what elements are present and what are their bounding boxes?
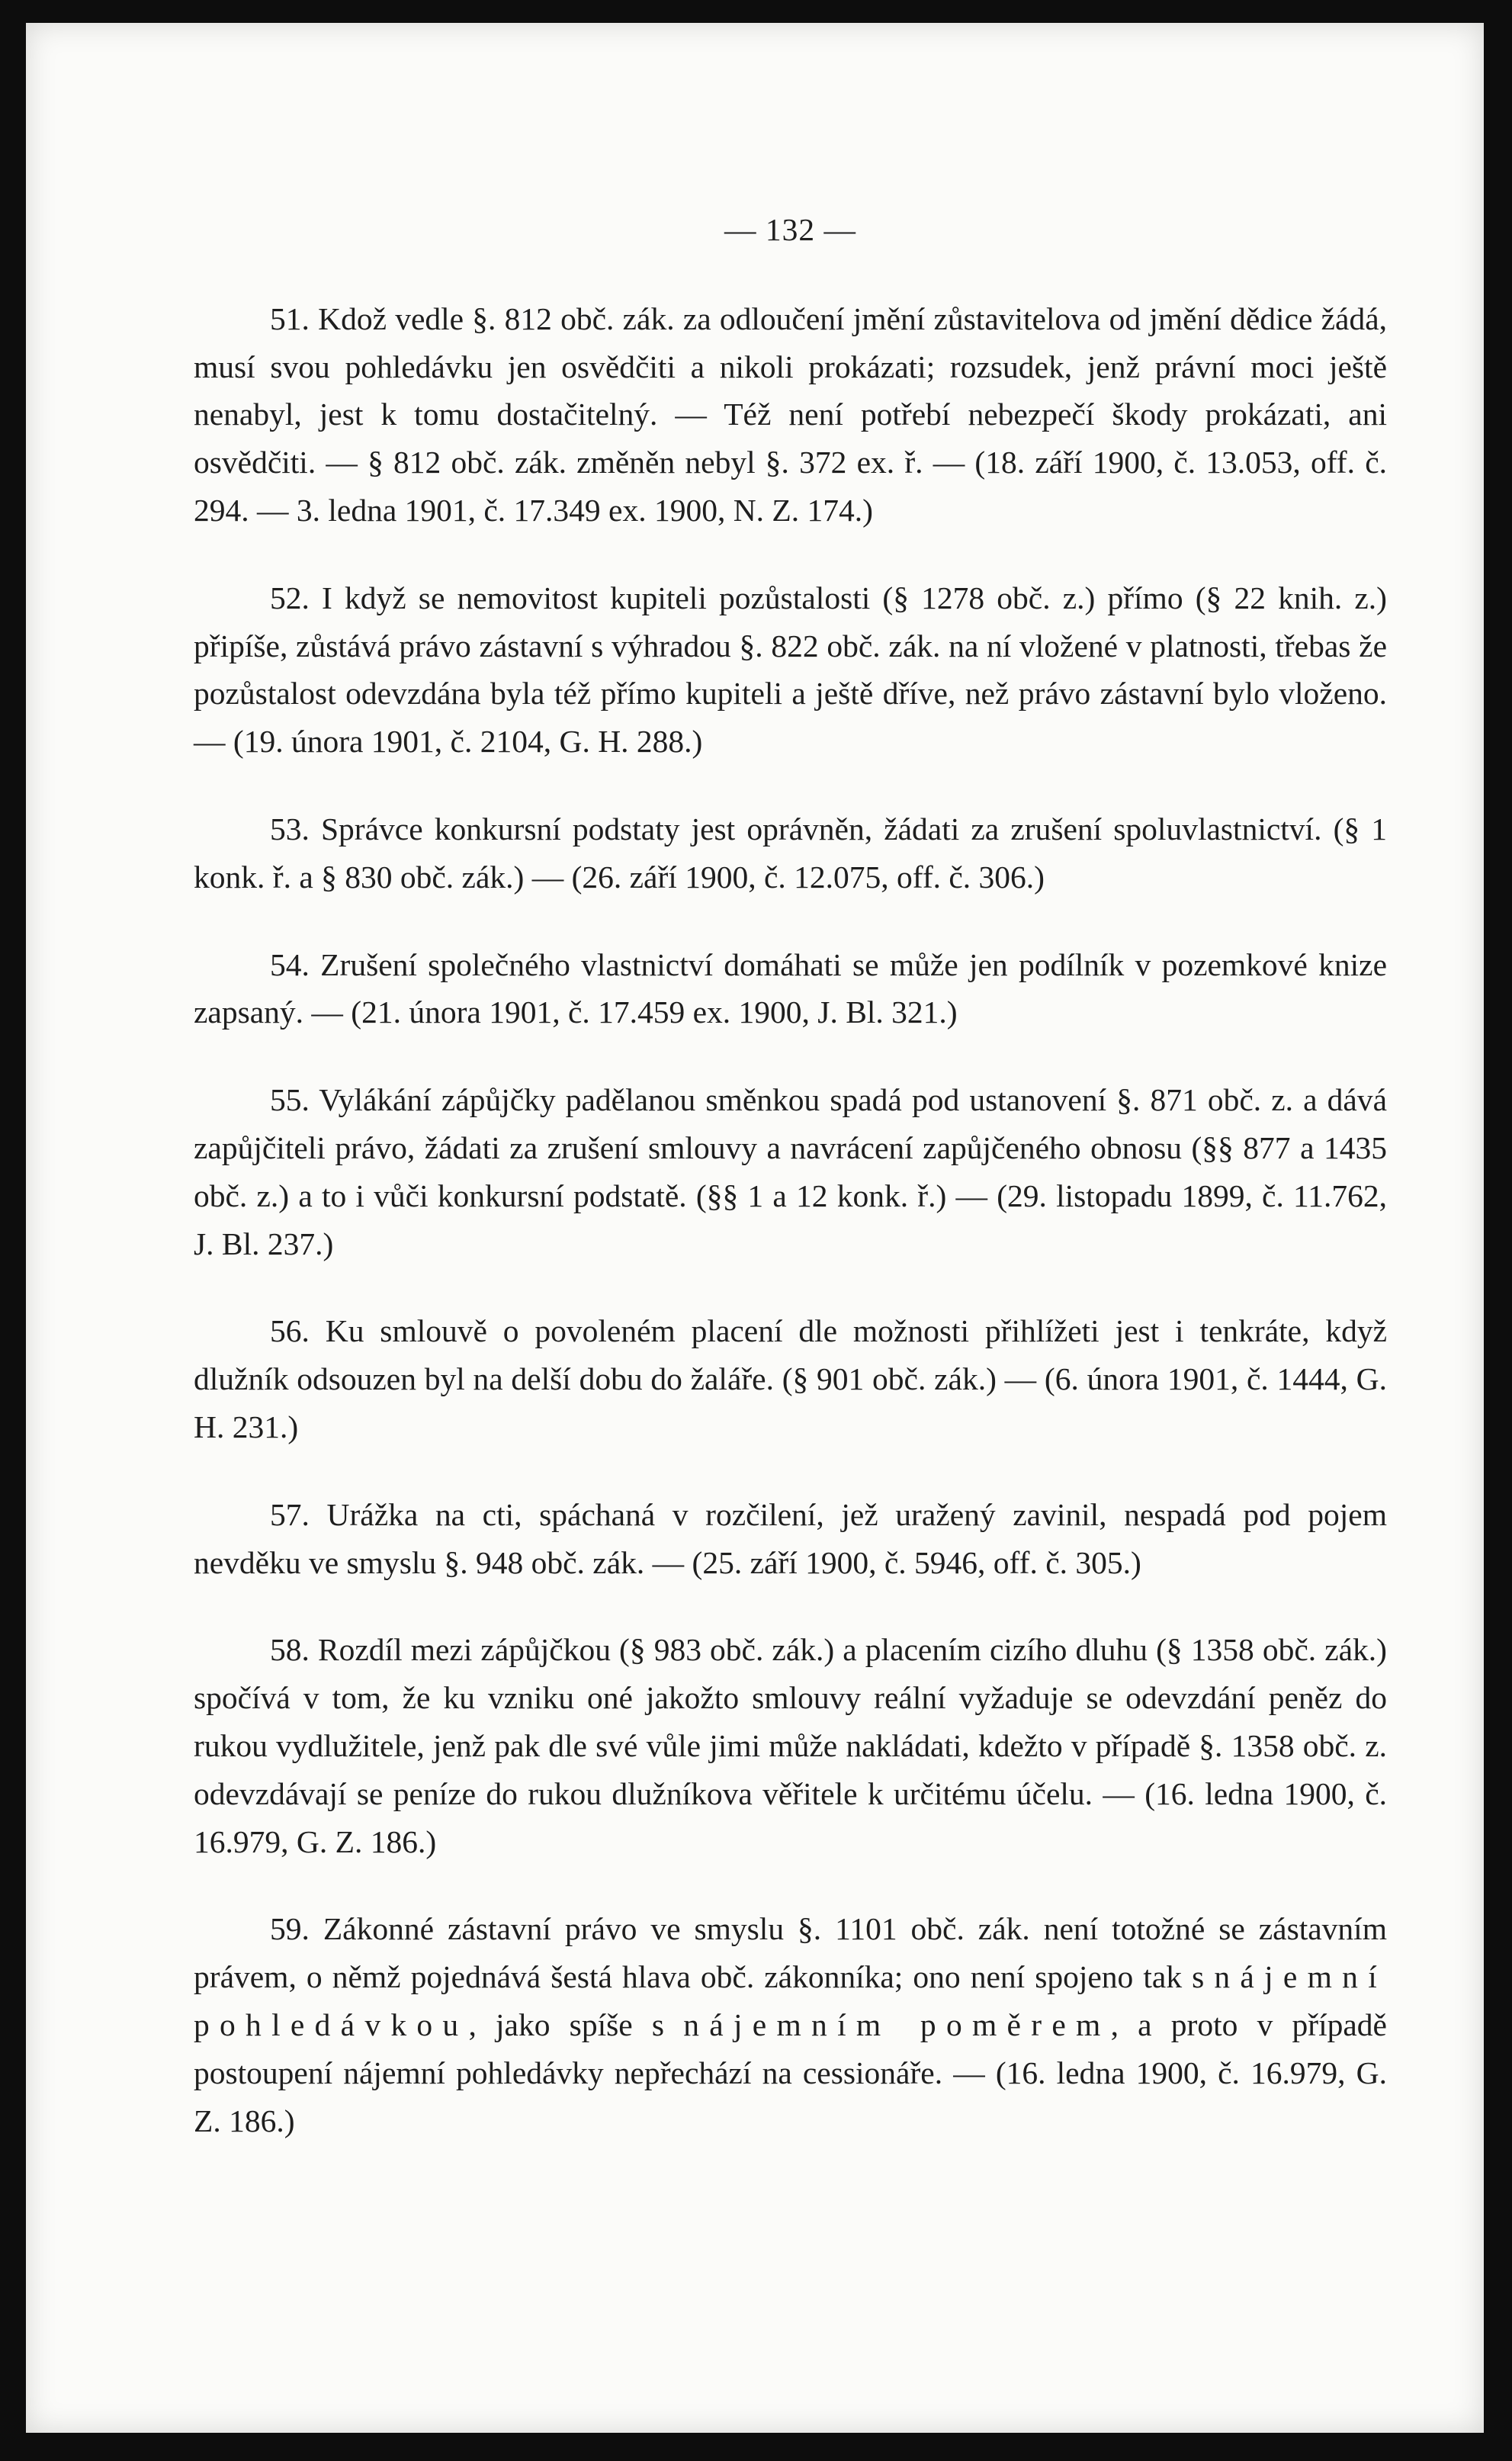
- paragraph-52: 52. I když se nemovitost kupiteli pozůstalosti (§ 1278 obč. z.) přímo (§ 22 knih. z.) připíše, zůstává právo zástavní s výhradou §. 822 obč. zák. na ní vložené v platnosti, třebas že pozůstalost odevzdána byla též přímo kupiteli a ještě dříve, než právo zástavní bylo vloženo. — (19. února 1901, č. 2104, G. H. 288.): [194, 580, 1387, 760]
- scanned-page: [26, 23, 1484, 2433]
- paragraph-58: 58. Rozdíl mezi zápůjčkou (§ 983 obč. zák.) a placením cizího dluhu (§ 1358 obč. zák.) spočívá v tom, že ku vzniku oné jakožto smlouvy reální vyžaduje se odevzdání peněz do rukou vydlužitele, jenž pak dle své vůle jimi může nakládati, kdežto v případě §. 1358 obč. z. odevzdávají se peníze do rukou dlužníkova věřitele k určitému účelu. — (16. ledna 1900, č. 16.979, G. Z. 186.): [194, 1632, 1387, 1859]
- paragraph-59-part-b: , jako spíše s: [468, 2006, 665, 2042]
- spaced-emphasis-pomer: nájemním poměrem: [683, 2006, 1111, 2042]
- page-number: — 132 —: [724, 212, 856, 247]
- paragraph-53: 53. Správce konkursní podstaty jest oprávněn, žádati za zrušení spoluvlastnictví. (§ 1 konk. ř. a § 830 obč. zák.) — (26. září 1900, č. 12.075, off. č. 306.): [194, 811, 1387, 895]
- paragraph-59-part-a: 59. Zákonné zástavní právo ve smyslu §. 1101 obč. zák. není totožné se zástavním právem, o němž pojednává šestá hlava obč. zákonníka; ono není spojeno tak s: [194, 1911, 1387, 1995]
- paragraph-55: 55. Vylákání zápůjčky padělanou směnkou spadá pod ustanovení §. 871 obč. z. a dává zapůjčiteli právo, žádati za zrušení smlouvy a navrácení zapůjčeného obnosu (§§ 877 a 1435 obč. z.) a to i vůči konkursní podstatě. (§§ 1 a 12 konk. ř.) — (29. listopadu 1899, č. 11.762, J. Bl. 237.): [194, 1082, 1387, 1261]
- page-text: [194, 206, 1387, 2145]
- paragraph-51: 51. Kdož vedle §. 812 obč. zák. za odloučení jmění zůstavitelova od jmění dědice žádá, musí svou pohledávku jen osvědčiti a nikoli prokázati; rozsudek, jenž právní moci ještě nenabyl, jest k tomu dostačitelný. — Též není potřebí nebezpečí škody prokázati, ani osvědčiti. — § 812 obč. zák. změněn nebyl §. 372 ex. ř. — (18. září 1900, č. 13.053, off. č. 294. — 3. ledna 1901, č. 17.349 ex. 1900, N. Z. 174.): [194, 300, 1387, 528]
- paragraph-57: 57. Urážka na cti, spáchaná v rozčilení, jež uražený zavinil, nespadá pod pojem nevděku ve smyslu §. 948 obč. zák. — (25. září 1900, č. 5946, off. č. 305.): [194, 1496, 1387, 1580]
- paragraph-54: 54. Zrušení společného vlastnictví domáhati se může jen podílník v pozemkové knize zapsaný. — (21. února 1901, č. 17.459 ex. 1900, J. Bl. 321.): [194, 946, 1387, 1030]
- paragraph-56: 56. Ku smlouvě o povoleném placení dle možnosti přihlížeti jest i tenkráte, když dlužník odsouzen byl na delší dobu do žaláře. (§ 901 obč. zák.) — (6. února 1901, č. 1444, G. H. 231.): [194, 1313, 1387, 1444]
- spaced-emphasis-pohledavka: nájemní pohledávkou: [194, 1959, 1388, 2042]
- paragraph-59-part-c: , a proto v případě postoupení nájemní pohledávky nepřechází na cessionáře. — (16. ledna 1900, č. 16.979, G. Z. 186.): [194, 2006, 1387, 2138]
- paragraph-59: [194, 1905, 1387, 2145]
